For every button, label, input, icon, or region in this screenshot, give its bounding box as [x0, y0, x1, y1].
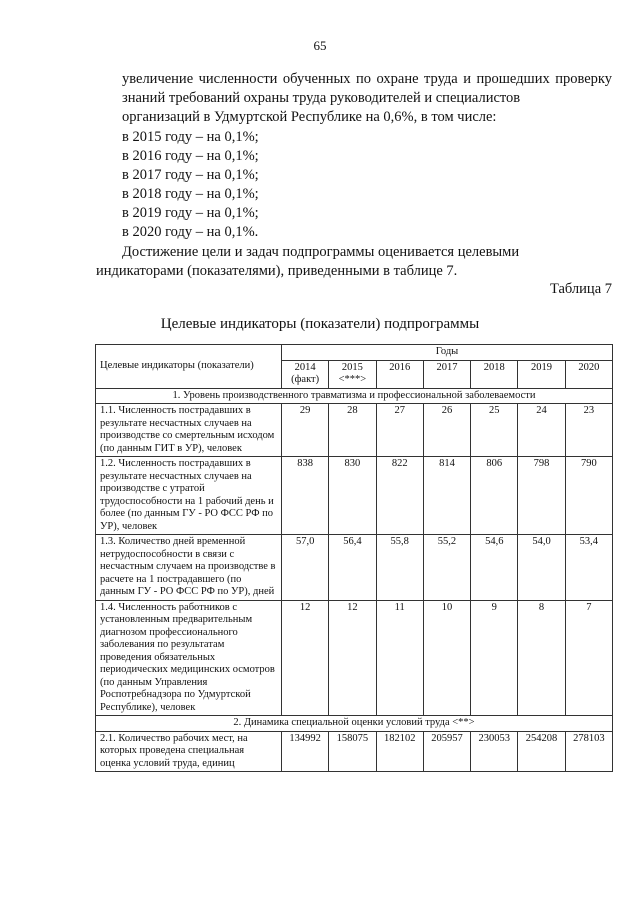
table-title: Целевые индикаторы (показатели) подпрограммы [160, 316, 480, 332]
indicator-name: 1.2. Численность пострадавших в результате несчастных случаев на производстве с утратой трудоспособности на 1 рабочий день и более (по данным ГУ - РО ФСС РФ по УР), человек [96, 457, 282, 535]
section-row [96, 716, 613, 732]
value-cell: 838 [282, 457, 329, 535]
indicator-name: 2.1. Количество рабочих мест, на которых проведена специальная оценка условий труда, единиц [96, 731, 282, 772]
value-cell: 57,0 [282, 535, 329, 601]
header-row [96, 345, 613, 361]
indicators-table [95, 344, 613, 772]
header-years: Годы [282, 345, 613, 361]
table-row [96, 457, 613, 535]
value-cell: 814 [423, 457, 470, 535]
year-cell: 2014 (факт) [282, 360, 329, 388]
list-item: в 2019 году – на 0,1%; [122, 205, 259, 221]
value-cell: 12 [329, 600, 376, 716]
header-indicators: Целевые индикаторы (показатели) [96, 345, 282, 389]
list-item: в 2020 году – на 0,1%. [122, 224, 259, 240]
year-cell: 2016 [376, 360, 423, 388]
intro-line-2: организаций в Удмуртской Республике на 0,6%, в том числе: [122, 109, 497, 125]
yearly-list [122, 128, 259, 242]
value-cell: 11 [376, 600, 423, 716]
value-cell: 54,6 [471, 535, 518, 601]
section-row [96, 388, 613, 404]
value-cell: 27 [376, 404, 423, 457]
table-row [96, 731, 613, 772]
table-row [96, 404, 613, 457]
value-cell: 25 [471, 404, 518, 457]
value-cell: 29 [282, 404, 329, 457]
achievement-line-1: Достижение цели и задач подпрограммы оценивается целевыми [122, 244, 520, 260]
list-item: в 2016 году – на 0,1%; [122, 148, 259, 164]
list-item: в 2017 году – на 0,1%; [122, 167, 259, 183]
indicator-name: 1.4. Численность работников с установленным предварительным диагнозом профессионального заболевания по результатам проведения обязательных периодических медицинских осмотров (по данным Управления Роспотребнадзора по Удмуртской Республике), человек [96, 600, 282, 716]
value-cell: 55,8 [376, 535, 423, 601]
value-cell: 134992 [282, 731, 329, 772]
achievement-line-2: индикаторами (показателями), приведенными в таблице 7. [96, 263, 458, 279]
intro-line-1: увеличение численности обученных по охране труда и прошедших проверку знаний требований охраны труда руководителей и специалистов [122, 71, 612, 106]
table-label: Таблица 7 [549, 281, 612, 297]
value-cell: 798 [518, 457, 565, 535]
year-cell: 2018 [471, 360, 518, 388]
value-cell: 182102 [376, 731, 423, 772]
value-cell: 55,2 [423, 535, 470, 601]
list-item: в 2018 году – на 0,1%; [122, 186, 259, 202]
value-cell: 54,0 [518, 535, 565, 601]
value-cell: 9 [471, 600, 518, 716]
value-cell: 28 [329, 404, 376, 457]
year-cell: 2017 [423, 360, 470, 388]
value-cell: 158075 [329, 731, 376, 772]
value-cell: 23 [565, 404, 612, 457]
value-cell: 205957 [423, 731, 470, 772]
value-cell: 230053 [471, 731, 518, 772]
value-cell: 822 [376, 457, 423, 535]
table-row [96, 600, 613, 716]
value-cell: 26 [423, 404, 470, 457]
value-cell: 790 [565, 457, 612, 535]
achievement-paragraph [96, 243, 612, 281]
value-cell: 24 [518, 404, 565, 457]
value-cell: 56,4 [329, 535, 376, 601]
value-cell: 278103 [565, 731, 612, 772]
value-cell: 7 [565, 600, 612, 716]
page-number: 65 [313, 38, 327, 53]
section-heading-2: 2. Динамика специальной оценки условий труда <**> [96, 716, 613, 732]
value-cell: 806 [471, 457, 518, 535]
list-item: в 2015 году – на 0,1%; [122, 129, 259, 145]
value-cell: 12 [282, 600, 329, 716]
value-cell: 53,4 [565, 535, 612, 601]
year-cell: 2019 [518, 360, 565, 388]
indicator-name: 1.1. Численность пострадавших в результате несчастных случаев на производстве со смертельным исходом (по данным ГИТ в УР), человек [96, 404, 282, 457]
value-cell: 8 [518, 600, 565, 716]
intro-paragraph [122, 70, 612, 127]
value-cell: 254208 [518, 731, 565, 772]
section-heading-1: 1. Уровень производственного травматизма и профессиональной заболеваемости [96, 388, 613, 404]
table-row [96, 535, 613, 601]
indicator-name: 1.3. Количество дней временной нетрудоспособности в связи с несчастным случаем на производстве в расчете на 1 пострадавшего (по данным ГУ - РО ФСС РФ по УР), дней [96, 535, 282, 601]
value-cell: 830 [329, 457, 376, 535]
year-cell: 2015 <***> [329, 360, 376, 388]
value-cell: 10 [423, 600, 470, 716]
year-cell: 2020 [565, 360, 612, 388]
